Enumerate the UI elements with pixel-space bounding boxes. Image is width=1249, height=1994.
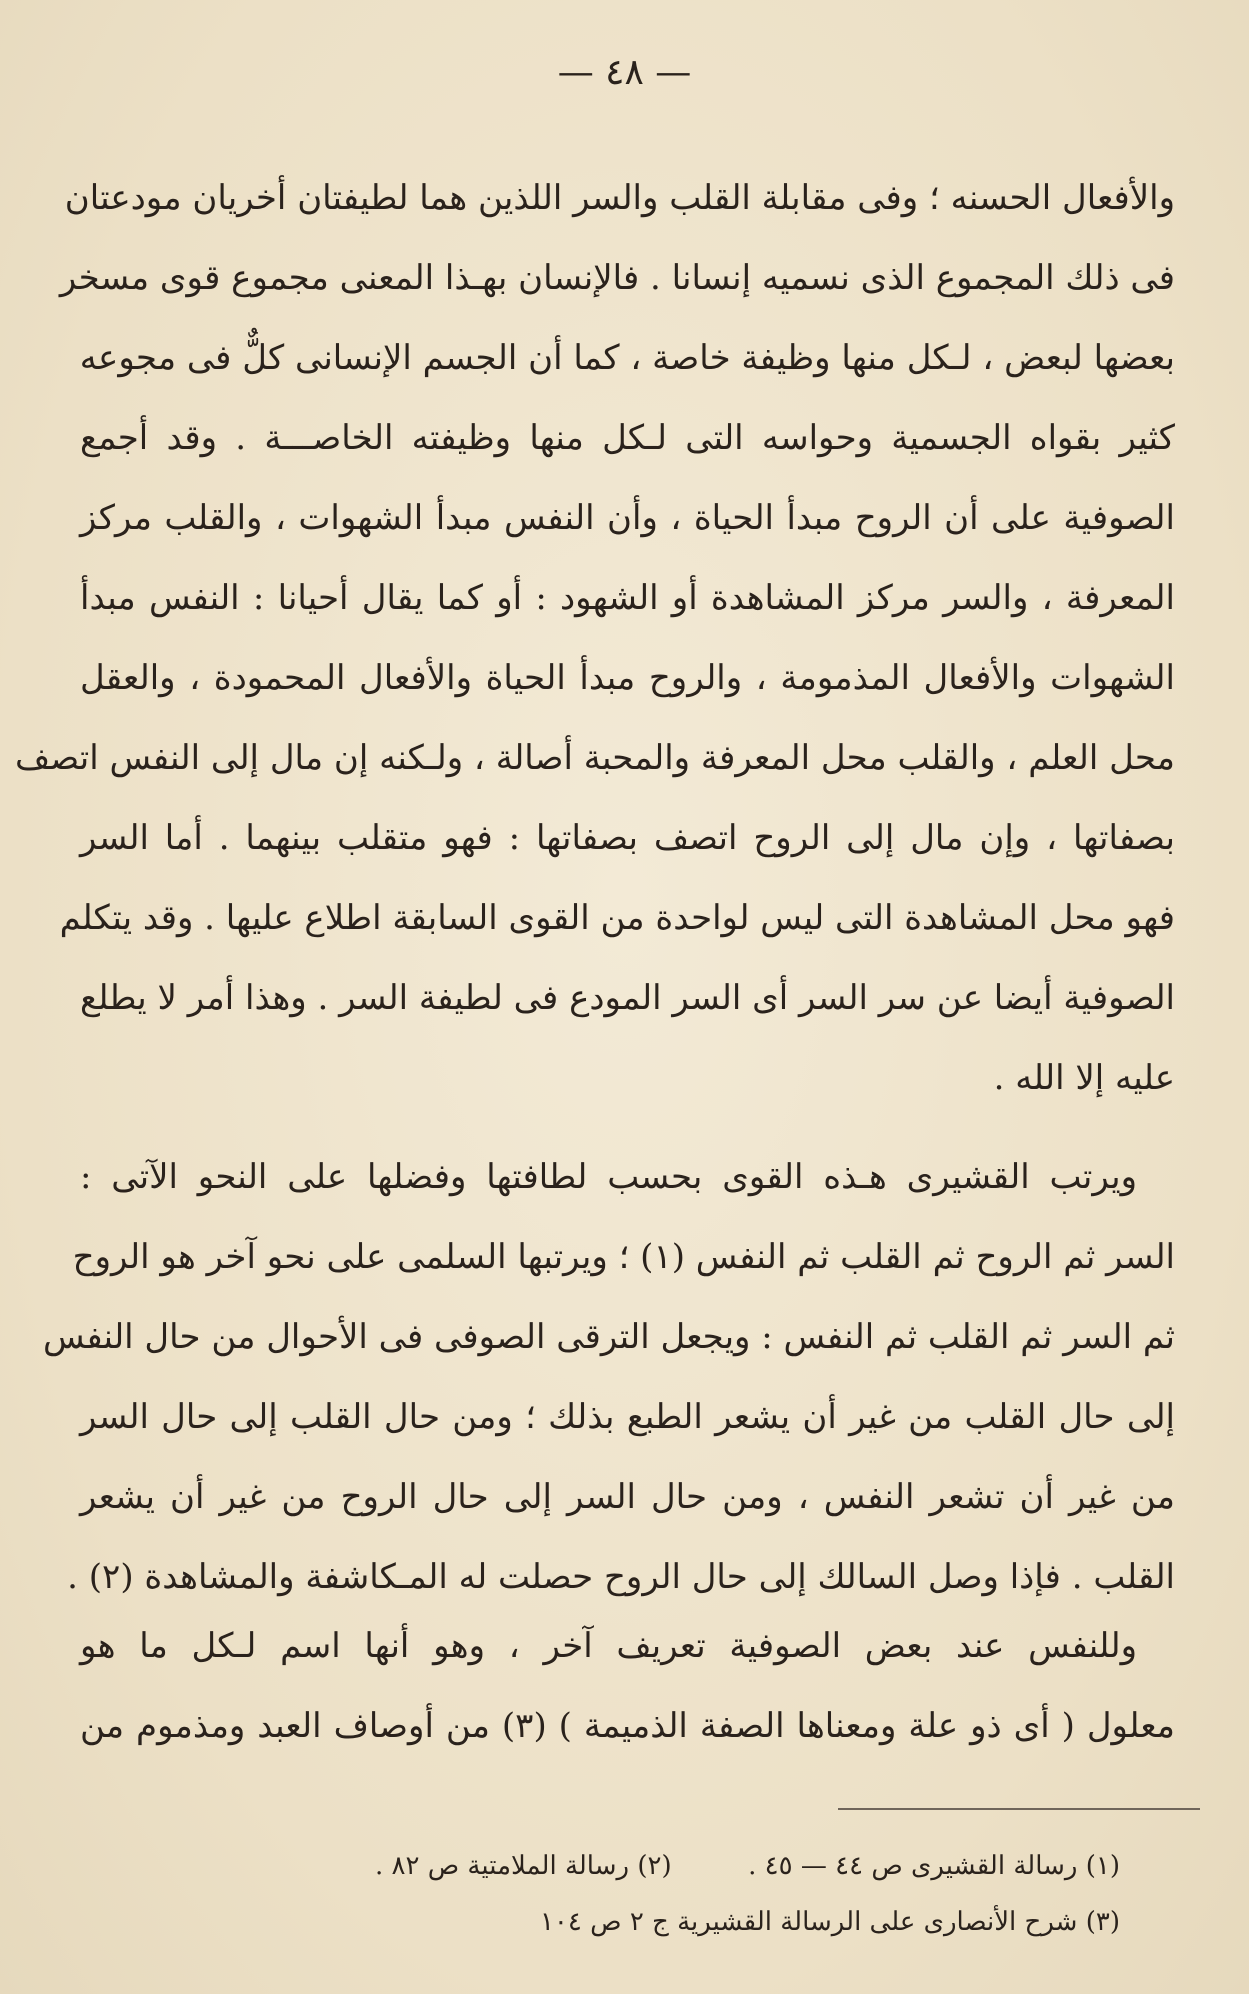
text-line: معلول ( أى ذو علة ومعناها الصفة الذميمة ) (٣) من أوصاف العبد ومذموم من: [80, 1706, 1175, 1746]
text-line: ويرتب القشيرى هـذه القوى بحسب لطافتها وفضلها على النحو الآتى :: [80, 1157, 1137, 1197]
page-number: — ٤٨ —: [557, 52, 692, 93]
paragraph-1: [15, 158, 1175, 1118]
footnotes: [160, 1838, 1120, 1950]
paragraph-3: [80, 1606, 1175, 1766]
footnote-row: [160, 1838, 1120, 1894]
footnote-2: (٢) رسالة الملامتية ص ٨٢ .: [375, 1851, 672, 1881]
text-line: المعرفة ، والسر مركز المشاهدة أو الشهود : أو كما يقال أحيانا : النفس مبدأ: [80, 578, 1175, 618]
text-line: محل العلم ، والقلب محل المعرفة والمحبة أصالة ، ولـكنه إن مال إلى النفس اتصف: [15, 738, 1175, 778]
paragraph-2: [43, 1137, 1175, 1617]
text-line: بعضها لبعض ، لـكل منها وظيفة خاصة ، كما أن الجسم الإنسانى كلٌّ فى مجوعه: [79, 338, 1175, 378]
text-line: الصوفية على أن الروح مبدأ الحياة ، وأن النفس مبدأ الشهوات ، والقلب مركز: [80, 498, 1175, 538]
text-line: الصوفية أيضا عن سر السر أى السر المودع فى لطيفة السر . وهذا أمر لا يطلع: [80, 978, 1175, 1018]
text-line: وللنفس عند بعض الصوفية تعريف آخر ، وهو أنها اسم لـكل ما هو: [80, 1626, 1137, 1666]
text-line: بصفاتها ، وإن مال إلى الروح اتصف بصفاتها : فهو متقلب بينهما . أما السر: [80, 818, 1175, 858]
footnote-divider: [838, 1808, 1200, 1810]
text-line: عليه إلا الله .: [993, 1058, 1175, 1098]
text-line: والأفعال الحسنه ؛ وفى مقابلة القلب والسر اللذين هما لطيفتان أخريان مودعتان: [64, 178, 1175, 218]
text-line: ثم السر ثم القلب ثم النفس : ويجعل الترقى الصوفى فى الأحوال من حال النفس: [43, 1317, 1175, 1357]
text-line: الشهوات والأفعال المذمومة ، والروح مبدأ الحياة والأفعال المحمودة ، والعقل: [80, 658, 1175, 698]
text-line: فى ذلك المجموع الذى نسميه إنسانا . فالإنسان بهـذا المعنى مجموع قوى مسخر: [59, 258, 1175, 298]
text-line: كثير بقواه الجسمية وحواسه التى لـكل منها وظيفته الخاصـــة . وقد أجمع: [80, 418, 1175, 458]
footnote-3: (٣) شرح الأنصارى على الرسالة القشيرية ج ٢ ص ١٠٤: [539, 1907, 1120, 1937]
text-line: السر ثم الروح ثم القلب ثم النفس (١) ؛ ويرتبها السلمى على نحو آخر هو الروح: [72, 1237, 1175, 1277]
footnote-row: [160, 1894, 1120, 1950]
text-line: القلب . فإذا وصل السالك إلى حال الروح حصلت له المـكاشفة والمشاهدة (٢) .: [67, 1557, 1175, 1597]
text-line: من غير أن تشعر النفس ، ومن حال السر إلى حال الروح من غير أن يشعر: [80, 1477, 1175, 1517]
text-line: فهو محل المشاهدة التى ليس لواحدة من القوى السابقة اطلاع عليها . وقد يتكلم: [59, 898, 1175, 938]
text-line: إلى حال القلب من غير أن يشعر الطبع بذلك ؛ ومن حال القلب إلى حال السر: [80, 1397, 1175, 1437]
footnote-1: (١) رسالة القشيرى ص ٤٤ — ٤٥ .: [748, 1851, 1120, 1881]
